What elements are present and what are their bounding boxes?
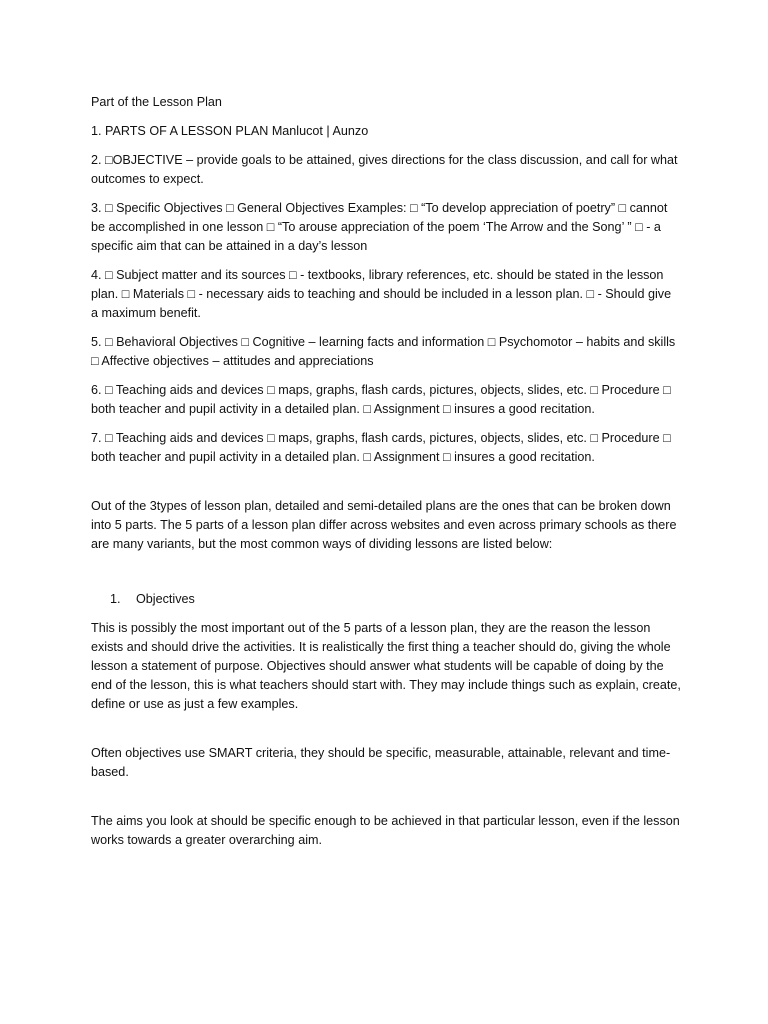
list-item: 6. □ Teaching aids and devices □ maps, graphs, flash cards, pictures, objects, slides, etc. □ Procedure □ both teacher and pupil activity in a detailed plan. □ Assignment □ insures a good recitation. xyxy=(91,383,671,416)
section-heading-text: Objectives xyxy=(136,592,195,606)
list-item: 5. □ Behavioral Objectives □ Cognitive – learning facts and information □ Psychomotor – habits and skills □ Affective objectives – attitudes and appreciations xyxy=(91,335,676,368)
section-heading xyxy=(91,590,681,609)
section-number: 1. xyxy=(110,592,121,606)
body-paragraph: Often objectives use SMART criteria, they should be specific, measurable, attainable, relevant and time-based. xyxy=(91,746,671,779)
document-page xyxy=(91,93,681,860)
list-item: 3. □ Specific Objectives □ General Objectives Examples: □ “To develop appreciation of poetry” □ cannot be accomplished in one lesson □ “To arouse appreciation of the poem ‘The Arrow and the Song’ ” □ - a specific aim that can be attained in a day’s lesson xyxy=(91,201,668,253)
list-item: 2. □OBJECTIVE – provide goals to be attained, gives directions for the class discussion, and call for what outcomes to expect. xyxy=(91,153,678,186)
list-item: 4. □ Subject matter and its sources □ - textbooks, library references, etc. should be stated in the lesson plan. □ Materials □ - necessary aids to teaching and should be included in a lesson plan. □ - Should give a maximum benefit. xyxy=(91,268,672,320)
body-paragraph: The aims you look at should be specific enough to be achieved in that particular lesson, even if the lesson works towards a greater overarching aim. xyxy=(91,814,680,847)
document-title: Part of the Lesson Plan xyxy=(91,95,222,109)
list-item: 1. PARTS OF A LESSON PLAN Manlucot | Aunzo xyxy=(91,124,369,138)
body-paragraph: This is possibly the most important out of the 5 parts of a lesson plan, they are the reason the lesson exists and should drive the activities. It is realistically the first thing a teacher should do, giving the whole lesson a statement of purpose. Objectives should answer what students will be capable of doing by the end of the lesson, this is what teachers should start with. They may include things such as explain, create, define or use as just a few examples. xyxy=(91,621,681,711)
intro-paragraph: Out of the 3types of lesson plan, detailed and semi-detailed plans are the ones that can be broken down into 5 parts. The 5 parts of a lesson plan differ across websites and even across primary schools as there are many variants, but the most common ways of dividing lessons are listed below: xyxy=(91,499,677,551)
list-item: 7. □ Teaching aids and devices □ maps, graphs, flash cards, pictures, objects, slides, etc. □ Procedure □ both teacher and pupil activity in a detailed plan. □ Assignment □ insures a good recitation. xyxy=(91,431,671,464)
